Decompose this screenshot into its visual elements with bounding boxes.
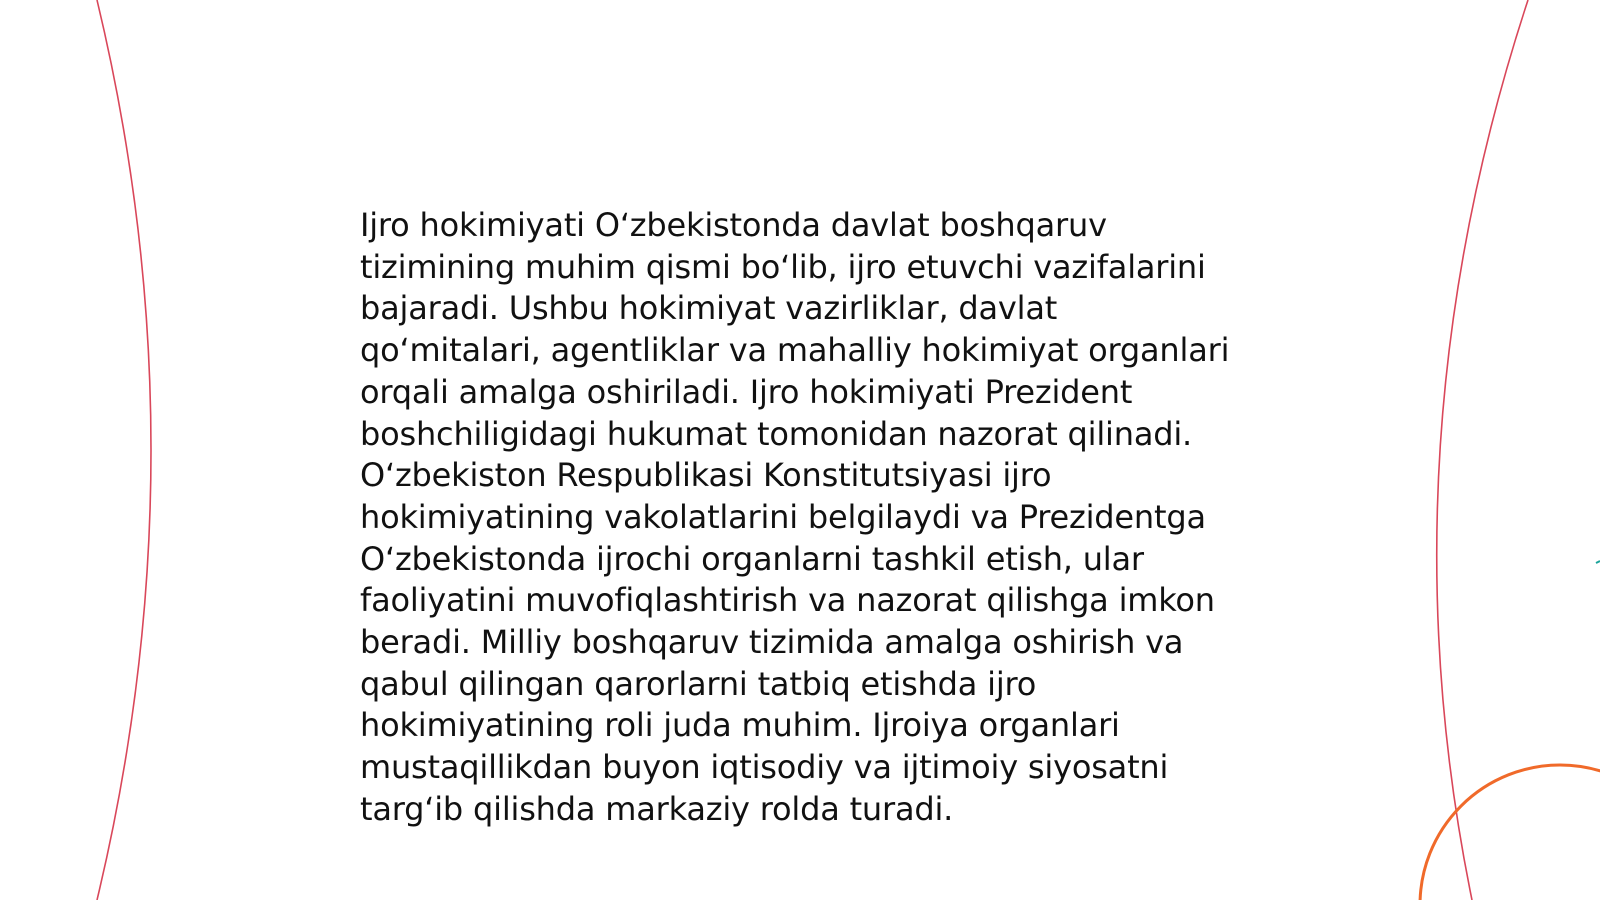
teal-tick-mark [1596, 561, 1600, 563]
orange-ring [1420, 765, 1600, 900]
body-paragraph: Ijro hokimiyati O‘zbekistonda davlat boshqaruv tizimining muhim qismi bo‘lib, ijro etuvchi vazifalarini bajaradi. Ushbu hokimiyat vazirliklar, davlat qo‘mitalari, agentliklar va mahalliy hokimiyat organlari orqali amalga oshiriladi. Ijro hokimiyati Prezident boshchiligidagi hukumat tomonidan nazorat qilinadi. O‘zbekiston Respublikasi Konstitutsiyasi ijro hokimiyatining vakolatlarini belgilaydi va Prezidentga O‘zbekistonda ijrochi organlarni tashkil etish, ular faoliyatini muvofiqlashtirish va nazorat qilishga imkon beradi. Milliy boshqaruv tizimida amalga oshirish va qabul qilingan qarorlarni tatbiq etishda ijro hokimiyatining roli juda muhim. Ijroiya organlari mustaqillikdan buyon iqtisodiy va ijtimoiy siyosatni targ‘ib qilishda markaziy rolda turadi. [360, 206, 1230, 828]
right-curve-line [1437, 0, 1528, 900]
left-curve-line [97, 0, 151, 900]
